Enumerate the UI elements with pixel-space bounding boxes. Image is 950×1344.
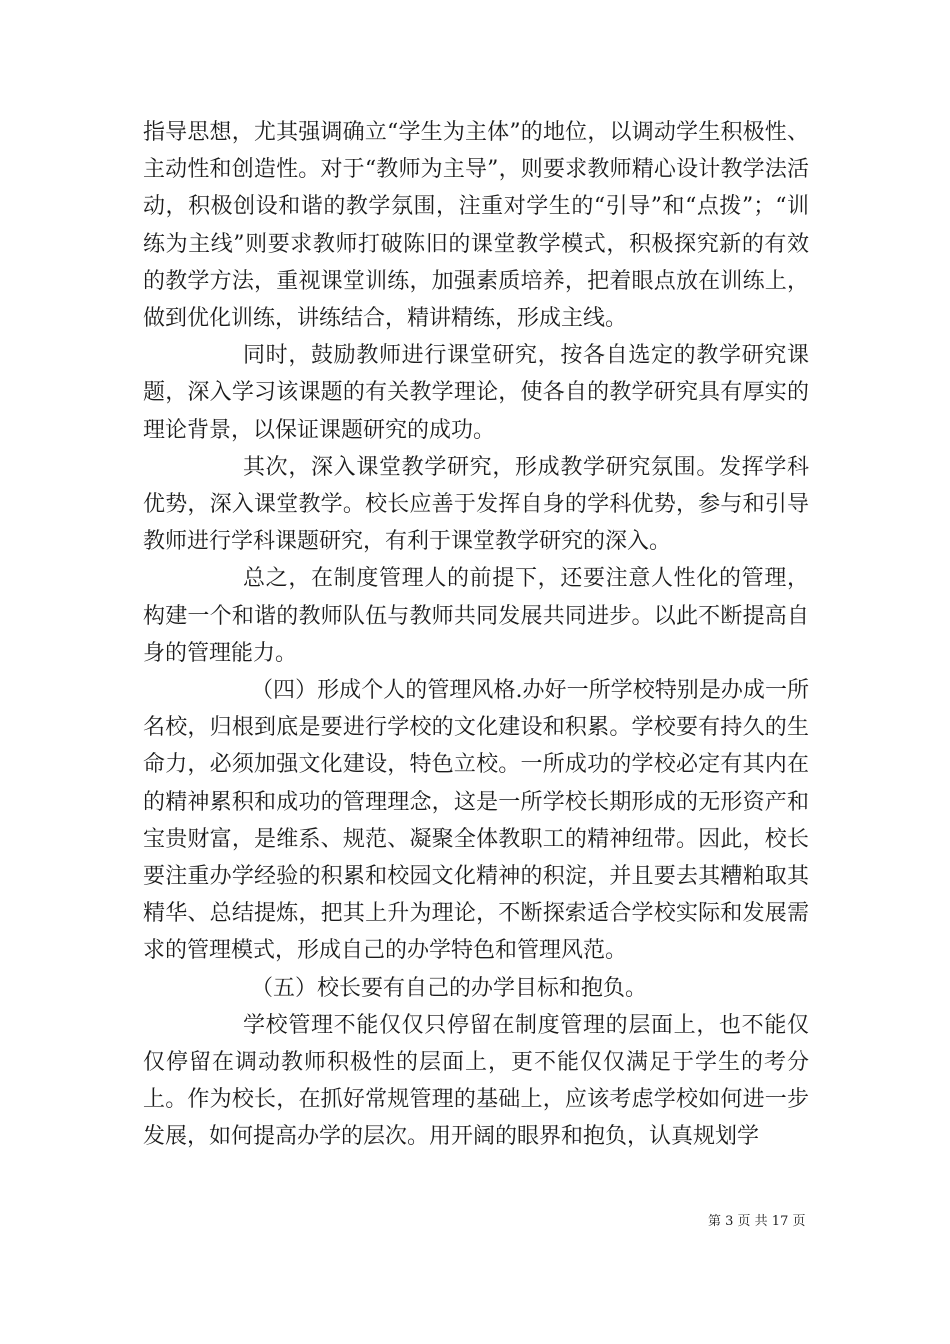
paragraph-goals: 学校管理不能仅仅只停留在制度管理的层面上，也不能仅仅停留在调动教师积极性的层面上，更不能仅仅满足于学生的考分上。作为校长，在抓好常规管理的基础上，应该考虑学校如何进一步发展，如何提高办学的层次。用开阔的眼界和抱负，认真规划学 xyxy=(143,1012,809,1150)
paragraph-summary: 总之，在制度管理人的前提下，还要注意人性化的管理，构建一个和谐的教师队伍与教师共同发展共同进步。以此不断提高自身的管理能力。 xyxy=(143,566,809,666)
paragraph-section-four: （四）形成个人的管理风格.办好一所学校特别是办成一所名校，归根到底是要进行学校的文化建设和积累。学校要有持久的生命力，必须加强文化建设，特色立校。一所成功的学校必定有其内在的精神累积和成功的管理理念，这是一所学校长期形成的无形资产和宝贵财富，是维系、规范、凝聚全体教职工的精神纽带。因此，校长要注重办学经验的积累和校园文化精神的积淀，并且要去其糟粕取其精华、总结提炼，把其上升为理论，不断探索适合学校实际和发展需求的管理模式，形成自己的办学特色和管理风范。 xyxy=(143,678,809,964)
paragraph-classroom: 其次，深入课堂教学研究，形成教学研究氛围。发挥学科优势，深入课堂教学。校长应善于发挥自身的学科优势，参与和引导教师进行学科课题研究，有利于课堂教学研究的深入。 xyxy=(143,454,809,555)
document-body xyxy=(143,114,809,1156)
paragraph-continuation: 指导思想，尤其强调确立“学生为主体”的地位，以调动学生积极性、主动性和创造性。对于“教师为主导”，则要求教师精心设计教学法活动，积极创设和谐的教学氛围，注重对学生的“引导”和“点拨”；“训练为主线”则要求教师打破陈旧的课堂教学模式，积极探究新的有效的教学方法，重视课堂训练，加强素质培养，把着眼点放在训练上，做到优化训练，讲练结合，精讲精练，形成主线。 xyxy=(143,120,809,332)
paragraph-research: 同时，鼓励教师进行课堂研究，按各自选定的教学研究课题，深入学习该课题的有关教学理论，使各自的教学研究具有厚实的理论背景，以保证课题研究的成功。 xyxy=(143,343,809,443)
section-heading-five: （五）校长要有自己的办学目标和抱负。 xyxy=(251,975,648,1001)
page-number-footer: 第 3 页 共 17 页 xyxy=(708,1214,806,1229)
